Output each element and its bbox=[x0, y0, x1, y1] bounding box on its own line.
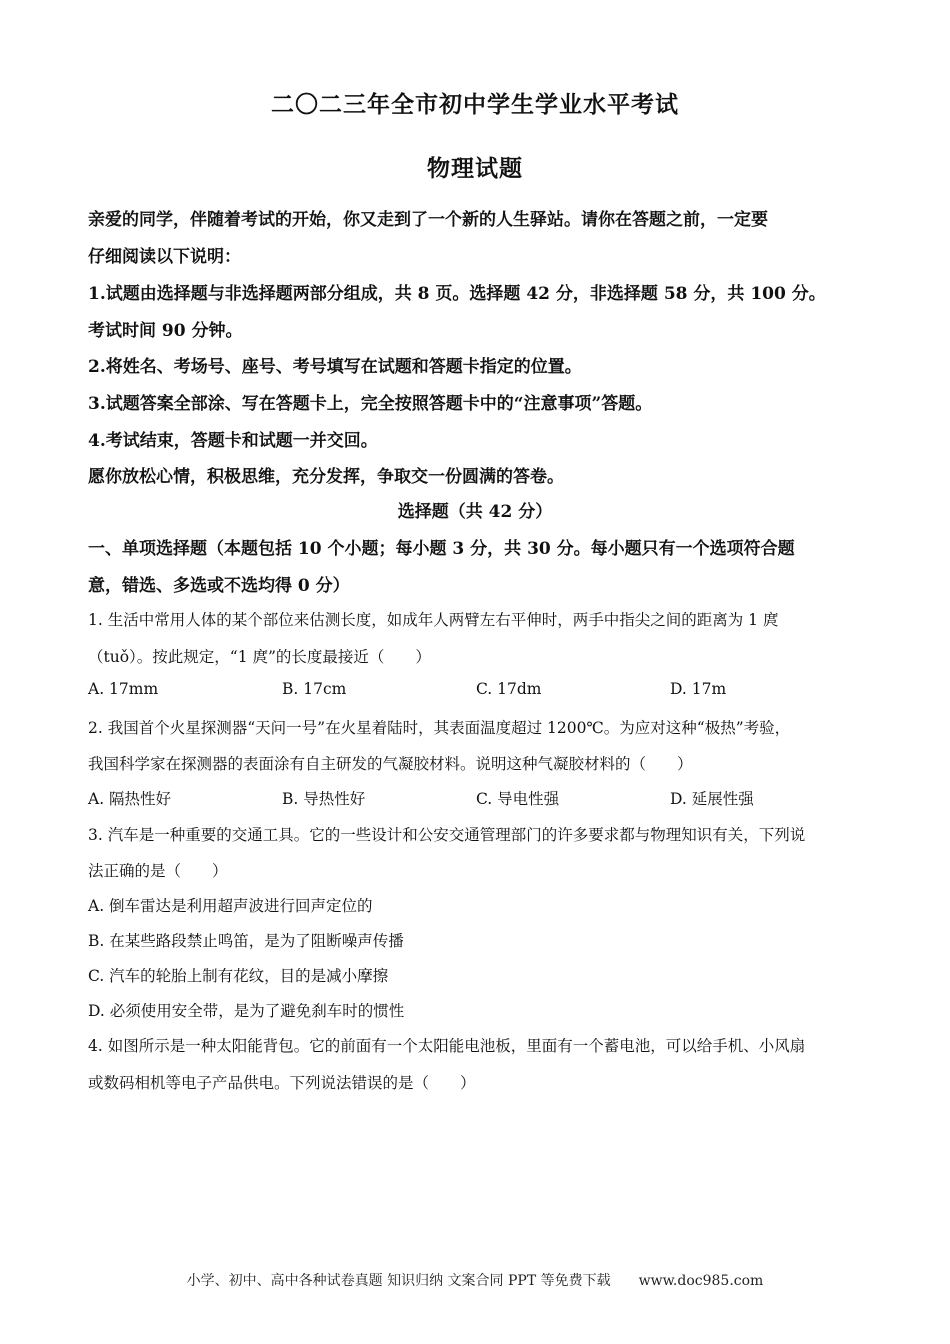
question-1-stem: 1. 生活中常用人体的某个部位来估测长度，如成年人两臂左右平伸时，两手中指尖之间的距离为 1 庹 bbox=[88, 611, 779, 629]
question-1-option-c: C. 17dm bbox=[476, 680, 542, 698]
section-heading: 选择题（共 42 分） bbox=[397, 502, 553, 522]
intro-line-2: 仔细阅读以下说明： bbox=[88, 247, 241, 267]
part-heading-line-1: 一、单项选择题（本题包括 10 个小题；每小题 3 分，共 30 分。每小题只有一个选项符合题 bbox=[88, 539, 795, 559]
question-3-stem: 3. 汽车是一种重要的交通工具。它的一些设计和公安交通管理部门的许多要求都与物理知识有关，下列说 bbox=[88, 826, 806, 844]
question-1-option-b: B. 17cm bbox=[282, 680, 347, 698]
exam-title: 二〇二三年全市初中学生学业水平考试 bbox=[271, 91, 679, 118]
question-2-option-b: B. 导热性好 bbox=[282, 790, 366, 808]
question-1-options bbox=[88, 680, 878, 702]
question-3-option-c: C. 汽车的轮胎上制有花纹，目的是减小摩擦 bbox=[88, 967, 389, 985]
question-3-option-b: B. 在某些路段禁止鸣笛，是为了阻断噪声传播 bbox=[88, 932, 404, 950]
instruction-item-1: 1.试题由选择题与非选择题两部分组成，共 8 页。选择题 42 分，非选择题 58 分，共 100 分。 bbox=[88, 284, 826, 304]
question-1-option-d: D. 17m bbox=[670, 680, 727, 698]
part-heading-line-2: 意，错选、多选或不选均得 0 分） bbox=[88, 576, 350, 596]
question-2-option-c: C. 导电性强 bbox=[476, 790, 560, 808]
question-3-option-d: D. 必须使用安全带，是为了避免刹车时的惯性 bbox=[88, 1002, 405, 1020]
question-2-option-d: D. 延展性强 bbox=[670, 790, 754, 808]
question-4-stem: 4. 如图所示是一种太阳能背包。它的前面有一个太阳能电池板，里面有一个蓄电池，可以给手机、小风扇 bbox=[88, 1037, 806, 1055]
question-3-stem-cont: 法正确的是（ ） bbox=[88, 862, 228, 880]
question-2-stem-cont: 我国科学家在探测器的表面涂有自主研发的气凝胶材料。说明这种气凝胶材料的（ ） bbox=[88, 755, 693, 773]
instruction-item-3: 3.试题答案全部涂、写在答题卡上，完全按照答题卡中的“注意事项”答题。 bbox=[88, 394, 653, 414]
instruction-item-2: 2.将姓名、考场号、座号、考号填写在试题和答题卡指定的位置。 bbox=[88, 357, 582, 377]
intro-line-1: 亲爱的同学，伴随着考试的开始，你又走到了一个新的人生驿站。请你在答题之前，一定要 bbox=[88, 210, 768, 230]
instruction-item-1-cont: 考试时间 90 分钟。 bbox=[88, 321, 243, 341]
exam-subject-title: 物理试题 bbox=[427, 155, 523, 182]
question-2-options bbox=[88, 787, 878, 809]
question-1-option-a: A. 17mm bbox=[88, 680, 159, 698]
page-footer: 小学、初中、高中各种试卷真题 知识归纳 文案合同 PPT 等免费下载 www.doc985.com bbox=[186, 1273, 764, 1289]
closing-note: 愿你放松心情，积极思维，充分发挥，争取交一份圆满的答卷。 bbox=[88, 467, 564, 487]
question-1-stem-cont: （tuǒ）。按此规定，“1 庹”的长度最接近（ ） bbox=[88, 648, 431, 666]
question-2-option-a: A. 隔热性好 bbox=[88, 790, 172, 808]
question-2-stem: 2. 我国首个火星探测器“天问一号”在火星着陆时，其表面温度超过 1200℃。为应对这种“极热”考验， bbox=[88, 719, 791, 737]
question-4-stem-cont: 或数码相机等电子产品供电。下列说法错误的是（ ） bbox=[88, 1074, 476, 1092]
instruction-item-4: 4.考试结束，答题卡和试题一并交回。 bbox=[88, 431, 378, 451]
question-3-option-a: A. 倒车雷达是利用超声波进行回声定位的 bbox=[88, 897, 373, 915]
